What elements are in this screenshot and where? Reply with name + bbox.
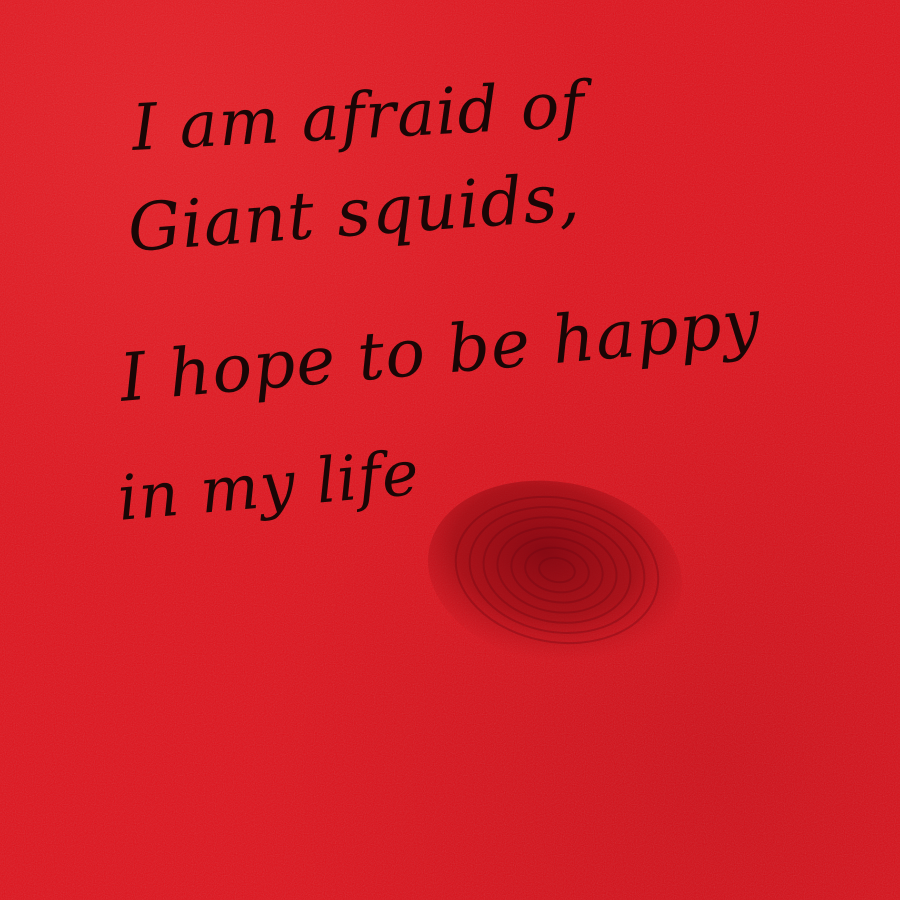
handwritten-line-4: in my life <box>114 435 423 535</box>
handwritten-line-2: Giant squids, <box>125 158 583 267</box>
handwritten-line-1: I am afraid of <box>130 68 587 166</box>
handwritten-line-3: I hope to be happy <box>116 284 764 417</box>
fingerprint-icon <box>425 480 685 665</box>
